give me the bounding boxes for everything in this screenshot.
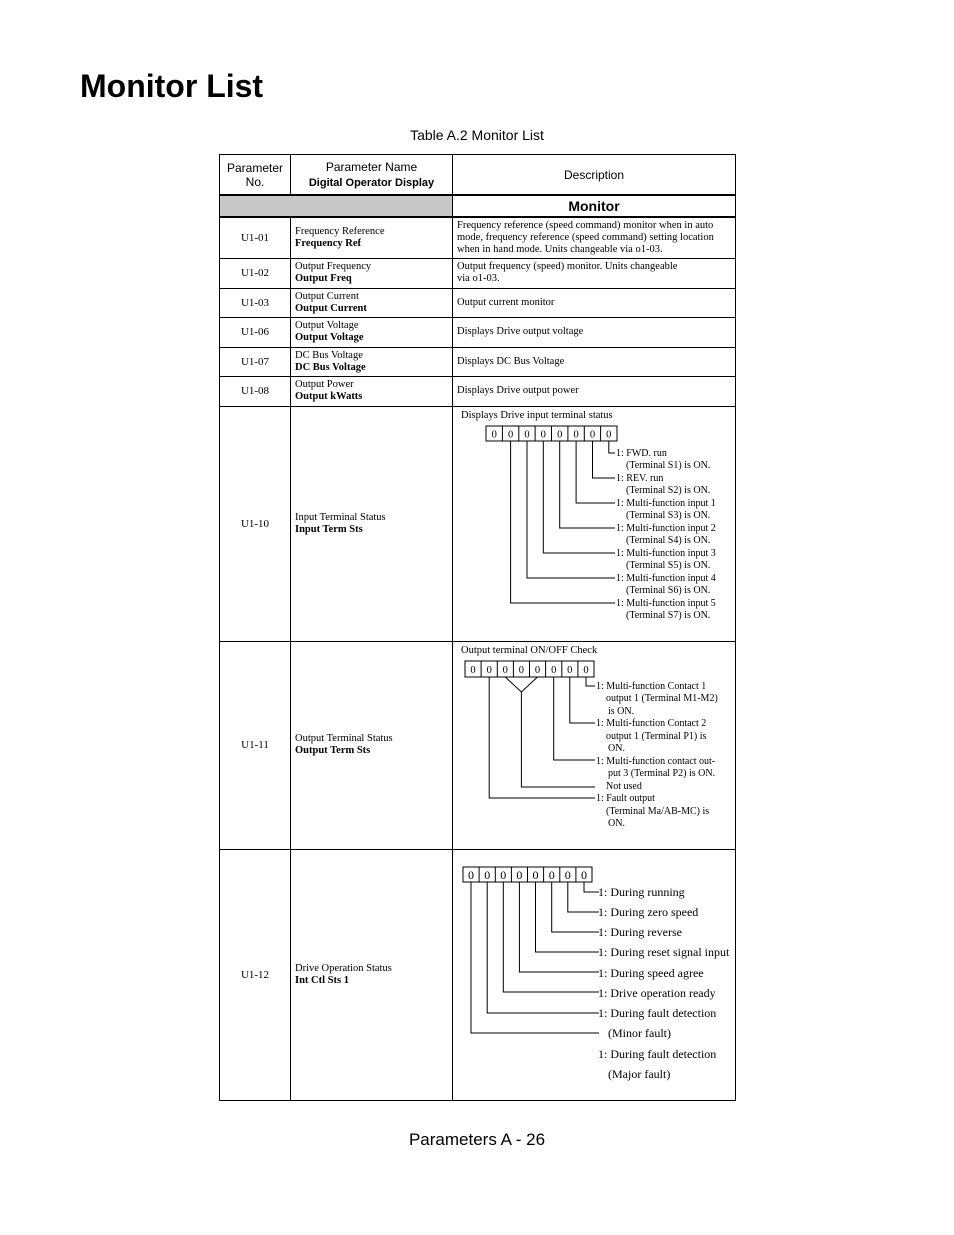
table-row bbox=[220, 288, 736, 317]
operator-display: Frequency Ref bbox=[295, 237, 361, 249]
bit-value: 0 bbox=[548, 867, 555, 882]
bit-value: 0 bbox=[484, 867, 491, 882]
bit-value: 0 bbox=[534, 664, 541, 676]
bit-label: 1: Drive operation ready bbox=[598, 985, 716, 1000]
header-param-name-label: Parameter Name bbox=[325, 160, 418, 174]
operator-display: Output Freq bbox=[295, 273, 352, 284]
param-name-text: Input Terminal Status bbox=[295, 511, 386, 523]
header-operator-display: Digital Operator Display bbox=[308, 177, 435, 189]
param-description bbox=[453, 317, 736, 347]
bit-label: 1: Multi-function input 3 bbox=[616, 547, 716, 559]
bit-label: 1: During speed agree bbox=[598, 965, 704, 980]
param-no: U1-12 bbox=[220, 849, 291, 1100]
bit-label: (Terminal S2) is ON. bbox=[626, 484, 711, 496]
bit-label: 1: Multi-function Contact 2 bbox=[596, 717, 707, 729]
bit-label: 1: During fault detection bbox=[598, 1046, 717, 1061]
drive-operation-bit-diagram bbox=[457, 850, 738, 1099]
param-name-text: Output Current bbox=[295, 290, 359, 302]
operator-display: Output kWatts bbox=[295, 391, 363, 402]
bit-label: ON. bbox=[608, 742, 625, 754]
description-line: when in hand mode. Units changeable via o1-03. bbox=[457, 243, 663, 255]
bit-label: 1: Fault output bbox=[596, 792, 655, 804]
param-description bbox=[453, 849, 736, 1100]
bit-value: 0 bbox=[581, 867, 587, 882]
table-header-row bbox=[220, 155, 736, 196]
bit-label: 1: Multi-function input 1 bbox=[616, 497, 716, 509]
bit-label: (Terminal S7) is ON. bbox=[626, 609, 711, 621]
description-line: via o1-03. bbox=[457, 273, 500, 284]
bit-label: (Terminal Ma/AB-MC) is bbox=[606, 805, 710, 817]
bit-label: (Major fault) bbox=[608, 1066, 671, 1081]
bit-label: 1: During fault detection bbox=[598, 1005, 717, 1020]
table-row bbox=[220, 258, 736, 288]
operator-display: DC Bus Voltage bbox=[295, 361, 366, 373]
description-line: Frequency reference (speed command) monitor when in auto bbox=[457, 219, 714, 231]
param-description bbox=[453, 258, 736, 288]
param-no: U1-11 bbox=[220, 641, 291, 849]
param-name-text: DC Bus Voltage bbox=[295, 349, 363, 361]
bit-value: 0 bbox=[470, 664, 476, 676]
bit-label: 1: Multi-function input 2 bbox=[616, 522, 716, 534]
bit-value: 0 bbox=[502, 664, 508, 676]
param-name bbox=[291, 347, 453, 376]
param-name bbox=[291, 317, 453, 347]
param-no: U1-02 bbox=[220, 258, 291, 288]
bit-label: (Minor fault) bbox=[608, 1025, 671, 1040]
monitor-table bbox=[219, 154, 736, 1101]
header-param-no: Parameter No. bbox=[220, 155, 291, 196]
bit-value: 0 bbox=[589, 429, 596, 440]
bit-value: 0 bbox=[567, 664, 573, 676]
section-shade bbox=[220, 195, 453, 217]
bit-value: 0 bbox=[468, 867, 474, 882]
bit-label: 1: Multi-function Contact 1 bbox=[596, 680, 707, 692]
bit-label: output 1 (Terminal P1) is bbox=[606, 730, 707, 742]
param-name-text: Output Power bbox=[295, 379, 354, 390]
table-row bbox=[220, 317, 736, 347]
table-row bbox=[220, 406, 736, 641]
param-name bbox=[291, 406, 453, 641]
param-no: U1-03 bbox=[220, 288, 291, 317]
param-no: U1-07 bbox=[220, 347, 291, 376]
header-description: Description bbox=[453, 155, 736, 196]
bit-label: (Terminal S5) is ON. bbox=[626, 559, 711, 571]
bit-value: 0 bbox=[540, 429, 546, 440]
description-line: Displays Drive output power bbox=[457, 385, 579, 396]
bit-label: 1: During reverse bbox=[598, 924, 682, 939]
bit-label: ON. bbox=[608, 817, 625, 829]
page-title: Monitor List bbox=[80, 68, 264, 104]
bit-label: 1: Multi-function contact out- bbox=[596, 755, 716, 767]
param-no: U1-08 bbox=[220, 376, 291, 406]
operator-display: Input Term Sts bbox=[295, 523, 363, 535]
bit-value: 0 bbox=[583, 664, 589, 676]
bit-label: (Terminal S6) is ON. bbox=[626, 584, 711, 596]
table-row bbox=[220, 217, 736, 258]
table-caption: Table A.2 Monitor List bbox=[410, 127, 544, 143]
param-description bbox=[453, 406, 736, 641]
table-row bbox=[220, 641, 736, 849]
param-name bbox=[291, 641, 453, 849]
param-no: U1-10 bbox=[220, 406, 291, 641]
operator-display: Output Term Sts bbox=[295, 745, 371, 756]
bit-label: put 3 (Terminal P2) is ON. bbox=[608, 767, 716, 779]
bit-label: 1: FWD. run bbox=[616, 447, 667, 459]
section-row bbox=[220, 195, 736, 217]
param-description bbox=[453, 376, 736, 406]
bit-label: Not used bbox=[606, 780, 642, 792]
bit-value: 0 bbox=[532, 867, 539, 882]
description-line: Displays DC Bus Voltage bbox=[457, 355, 565, 367]
param-name-text: Output Terminal Status bbox=[295, 733, 393, 744]
param-name-text: Output Frequency bbox=[295, 261, 372, 272]
param-description bbox=[453, 641, 736, 849]
operator-display: Int Ctl Sts 1 bbox=[295, 974, 349, 986]
output-terminal-bit-diagram bbox=[457, 642, 738, 848]
bit-label: (Terminal S4) is ON. bbox=[626, 534, 711, 546]
operator-display: Output Current bbox=[295, 302, 367, 314]
bit-label: 1: REV. run bbox=[616, 472, 664, 484]
bit-value: 0 bbox=[491, 429, 497, 440]
bit-value: 0 bbox=[486, 664, 492, 676]
bit-label: is ON. bbox=[608, 705, 635, 717]
param-name bbox=[291, 849, 453, 1100]
param-no: U1-06 bbox=[220, 317, 291, 347]
bit-value: 0 bbox=[573, 429, 579, 440]
param-name-text: Frequency Reference bbox=[295, 225, 385, 237]
bit-label: (Terminal S3) is ON. bbox=[626, 509, 711, 521]
param-name-text: Output Voltage bbox=[295, 320, 359, 331]
description-line: mode, frequency reference (speed command) setting location bbox=[457, 231, 714, 243]
diagram-title: Displays Drive input terminal status bbox=[461, 409, 613, 421]
param-name bbox=[291, 376, 453, 406]
operator-display: Output Voltage bbox=[295, 332, 364, 343]
bit-value: 0 bbox=[564, 867, 571, 882]
table-row bbox=[220, 376, 736, 406]
bit-label: 1: Multi-function input 5 bbox=[616, 597, 716, 609]
bit-label: 1: During zero speed bbox=[598, 904, 699, 919]
bit-value: 0 bbox=[606, 429, 612, 440]
bit-label: 1: During reset signal input bbox=[598, 944, 730, 959]
param-name bbox=[291, 217, 453, 258]
param-name bbox=[291, 288, 453, 317]
bit-label: 1: Multi-function input 4 bbox=[616, 572, 716, 584]
bit-value: 0 bbox=[518, 664, 525, 676]
bit-value: 0 bbox=[551, 664, 557, 676]
input-terminal-bit-diagram bbox=[457, 407, 738, 640]
param-description bbox=[453, 288, 736, 317]
bit-value: 0 bbox=[557, 429, 563, 440]
bit-label: output 1 (Terminal M1-M2) bbox=[606, 692, 718, 704]
param-description bbox=[453, 347, 736, 376]
bit-value: 0 bbox=[516, 867, 523, 882]
header-param-name bbox=[291, 155, 453, 196]
bit-label: 1: During running bbox=[598, 884, 685, 899]
description-line: Displays Drive output voltage bbox=[457, 326, 584, 337]
table-row bbox=[220, 347, 736, 376]
param-name-text: Drive Operation Status bbox=[295, 962, 392, 974]
bit-value: 0 bbox=[507, 429, 514, 440]
description-line: Output frequency (speed) monitor. Units changeable bbox=[457, 261, 678, 272]
param-description bbox=[453, 217, 736, 258]
page-footer: Parameters A - 26 bbox=[408, 1130, 546, 1149]
diagram-title: Output terminal ON/OFF Check bbox=[461, 644, 598, 656]
section-label: Monitor bbox=[453, 195, 736, 217]
table-row bbox=[220, 849, 736, 1100]
description-line: Output current monitor bbox=[457, 296, 555, 308]
bit-label: (Terminal S1) is ON. bbox=[626, 459, 711, 471]
param-name bbox=[291, 258, 453, 288]
bit-value: 0 bbox=[500, 867, 507, 882]
param-no: U1-01 bbox=[220, 217, 291, 258]
bit-value: 0 bbox=[524, 429, 530, 440]
